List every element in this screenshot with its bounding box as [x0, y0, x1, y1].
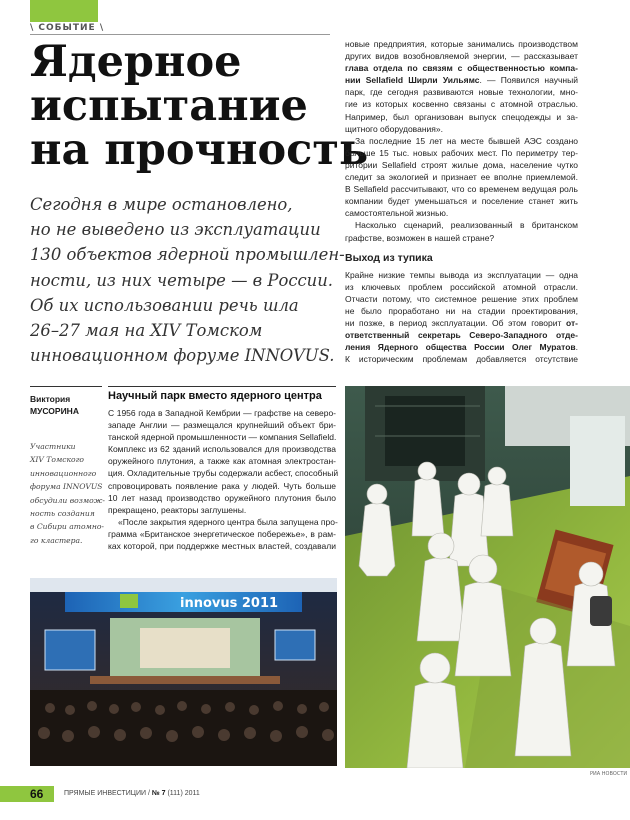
text-line: оружейного плутония, а также как атомная электростан- [108, 456, 336, 467]
text-line: грамма «Британское энергетическое побережье», в рам- [108, 528, 336, 539]
text-line: спровоцировать появление рака у людей. Чуть больше [108, 480, 336, 491]
text-line: Насколько сценарий, реализованный в британском [355, 220, 578, 231]
headline-line: испытание [30, 81, 308, 131]
text-line [345, 341, 578, 353]
text-line: Отчасти потому, что системное решение этих проблем [345, 293, 578, 304]
right-text-column [345, 38, 578, 365]
conference-hall-photo-svg [30, 578, 337, 766]
rubric-label: \ СОБЫТИЕ \ [30, 23, 105, 33]
text-line: больше 15 тыс. новых рабочих мест. По периметру тер- [345, 147, 578, 158]
text-line [345, 74, 578, 86]
text-fragment: . [575, 342, 578, 353]
rubric-divider [30, 34, 330, 35]
text-line: не было проработано ни на стадии проектирования, [345, 305, 578, 316]
text-line: западе Англии — размещался крупнейший объект бри- [108, 420, 336, 431]
lead-line: инновационном форуме INNOVUS. [30, 346, 335, 366]
caption-line: инновационного [30, 468, 97, 478]
text-line: Комплекс из 62 зданий использовался для производства [108, 444, 336, 455]
text-line: парк, где сегодня развиваются новые технологии, мно- [345, 87, 578, 98]
middle-text-column [108, 407, 339, 552]
text-line: прекращено, реакторы заглушены. [108, 504, 247, 515]
text-line: К историческим проблемам добавляется отсутствие [345, 354, 578, 365]
text-fragment: ни позже, в период эксплуатации. Об этом говорит [345, 317, 562, 328]
text-line: гие из которых косвенно связаны с атомной отраслью. [345, 99, 578, 110]
article-lead [30, 192, 345, 368]
text-line: щитного оборудования». [345, 123, 443, 134]
magazine-footer [64, 790, 200, 797]
photo-caption [30, 440, 105, 547]
caption-line: го кластера. [30, 535, 83, 545]
caption-line: ность создания [30, 509, 95, 519]
subtitle-divider [108, 386, 336, 387]
conference-hall-photo [30, 578, 337, 766]
text-line: Например, был организован выпуск спецодежды и за- [345, 111, 578, 122]
page-number-tab [0, 786, 54, 802]
text-line-bold: глава отдела по связям с общественностью компа- [345, 63, 578, 74]
magazine-name: ПРЯМЫЕ ИНВЕСТИЦИИ / [64, 790, 152, 797]
text-line: других видов возобновляемой энергии, — рассказывает [345, 51, 578, 62]
banner-text: innovus 2011 [180, 596, 279, 611]
text-line: компании будет уменьшаться и поселение станет жить [345, 196, 578, 207]
text-line: «После закрытия ядерного центра была запущена про- [118, 516, 338, 527]
lead-line: 130 объектов ядерной промышлен- [30, 245, 345, 265]
text-line: следит за экологией и признает ее вполне приемлемой. [345, 172, 578, 183]
author-byline [30, 393, 79, 417]
text-line: ках которой, при поддержке местных властей, создавали [108, 541, 336, 552]
lead-line: ности, из них четыре — в России. [30, 270, 333, 290]
text-line: самостоятельной жизнью. [345, 208, 449, 219]
author-divider [30, 386, 102, 387]
text-line: ция. Охладительные трубы содержали асбест, способный [108, 468, 339, 479]
caption-line: XIV Томского [30, 455, 85, 465]
text-line-bold: ответственный секретарь Северо-Западного отде- [345, 330, 578, 341]
lead-line: 26–27 мая на XIV Томском [30, 321, 263, 341]
text-line: ритории Sellafield строят жилые дома, население чутко [345, 159, 578, 170]
text-fragment: . — Появился научный [479, 75, 578, 86]
caption-line: обсудили возмож- [30, 495, 105, 505]
text-line: Крайне низкие темпы вывода из эксплуатации — одна [345, 269, 578, 280]
nuclear-facility-photo [345, 386, 630, 768]
person-name: ления Ядерного общества России Олег Муратов [345, 342, 576, 353]
text-line: За последние 15 лет на месте бывшей АЭС создано [355, 135, 578, 146]
rubric-color-tab [30, 0, 98, 22]
issue-detail: (111) 2011 [165, 790, 200, 797]
person-name: нии Sellafield Ширли Уильямс [345, 75, 480, 86]
section-subheading: Выход из тупика [345, 251, 433, 264]
caption-line: форума INNOVUS [30, 482, 103, 492]
nuclear-facility-photo-svg [345, 386, 630, 768]
article-headline [30, 37, 369, 175]
caption-line: Участники [30, 442, 76, 451]
headline-line: на прочность [30, 125, 369, 175]
section-subtitle: Научный парк вместо ядерного центра [108, 390, 322, 402]
text-line: танской ядерной промышленности — компания Sellafield. [108, 432, 337, 443]
headline-line: Ядерное [30, 37, 242, 87]
text-line: В Sellafield рассчитывают, что со временем ведущая роль [345, 184, 578, 195]
author-first-name: Виктория [30, 394, 71, 404]
text-line [345, 317, 578, 329]
lead-line: Об их использовании речь шла [30, 295, 299, 315]
lead-line: но не выведено из эксплуатации [30, 220, 321, 240]
text-line: новые предприятия, которые занимались производством [345, 39, 578, 49]
text-fragment-bold: от- [566, 317, 578, 328]
text-line: из ключевых проблем российской атомной отрасли. [345, 281, 578, 292]
author-last-name: МУСОРИНА [30, 406, 79, 416]
text-line: С 1956 года в Западной Кембрии — графстве на северо- [108, 408, 336, 418]
issue-number: № 7 [151, 790, 166, 797]
text-line: 10 лет назад производство оружейного плутония было [108, 492, 336, 503]
photo-credit: РИА НОВОСТИ [590, 771, 628, 777]
caption-line: в Сибири атомно- [30, 522, 104, 532]
text-line: графстве, возможен в нашей стране? [345, 232, 495, 243]
page-number: 66 [30, 787, 44, 801]
lead-line: Сегодня в мире остановлено, [30, 195, 293, 214]
